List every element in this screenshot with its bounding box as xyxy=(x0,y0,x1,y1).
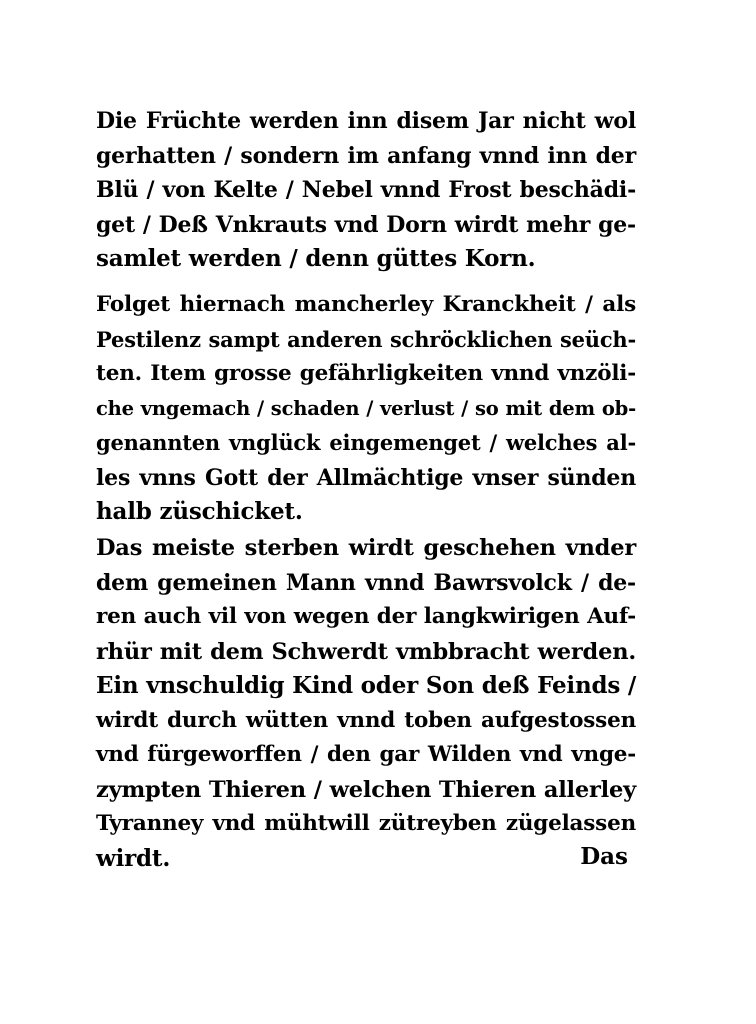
text-line: gerhatten / sondern im anfang vnnd inn der xyxy=(96,142,636,169)
text-line: Das meiste sterben wirdt geschehen vnder xyxy=(96,535,636,561)
text-line: Blü / von Kelte / Nebel vnnd Frost beschädi- xyxy=(96,177,636,203)
text-line: zympten Thieren / welchen Thieren allerley xyxy=(96,776,636,803)
text-line: Folget hiernach mancherley Kranckheit / als xyxy=(96,292,636,317)
text-line: samlet werden / denn güttes Korn. xyxy=(96,245,536,272)
paragraph-fruits xyxy=(96,104,636,277)
catchword: Das xyxy=(580,843,628,870)
paragraph-diseases xyxy=(96,288,636,530)
text-line: dem gemeinen Mann vnnd Bawrsvolck / de- xyxy=(96,569,636,596)
text-line: les vnns Gott der Allmächtige vnser sünden xyxy=(96,464,636,491)
text-line: get / Deß Vnkrauts vnd Dorn wirdt mehr ge- xyxy=(96,211,636,238)
text-line: genannten vnglück eingemenget / welches al- xyxy=(96,430,636,455)
text-line: wirdt. xyxy=(96,844,171,872)
paragraph-dying xyxy=(96,531,636,876)
text-line: halb züschicket. xyxy=(96,498,303,525)
text-line: Die Früchte werden inn disem Jar nicht wol xyxy=(96,108,636,134)
text-line: ten. Item grosse gefährligkeiten vnnd vnzöli- xyxy=(96,361,636,386)
text-line: Ein vnschuldig Kind oder Son deß Feinds / xyxy=(96,672,637,699)
text-line: rhür mit dem Schwerdt vmbbracht werden. xyxy=(96,638,636,665)
text-line: Pestilenz sampt anderen schröcklichen seüch- xyxy=(96,326,636,352)
text-line: che vngemach / schaden / verlust / so mit dem ob- xyxy=(96,396,636,420)
text-line: ren auch vil von wegen der langkwirigen Auf- xyxy=(96,604,636,629)
text-line: wirdt durch wütten vnnd toben aufgestossen xyxy=(96,707,636,733)
text-line: vnd fürgeworffen / den gar Wilden vnd vnge- xyxy=(96,742,636,767)
text-line: Tyranney vnd mühtwill zütreyben zügelassen xyxy=(96,811,636,836)
